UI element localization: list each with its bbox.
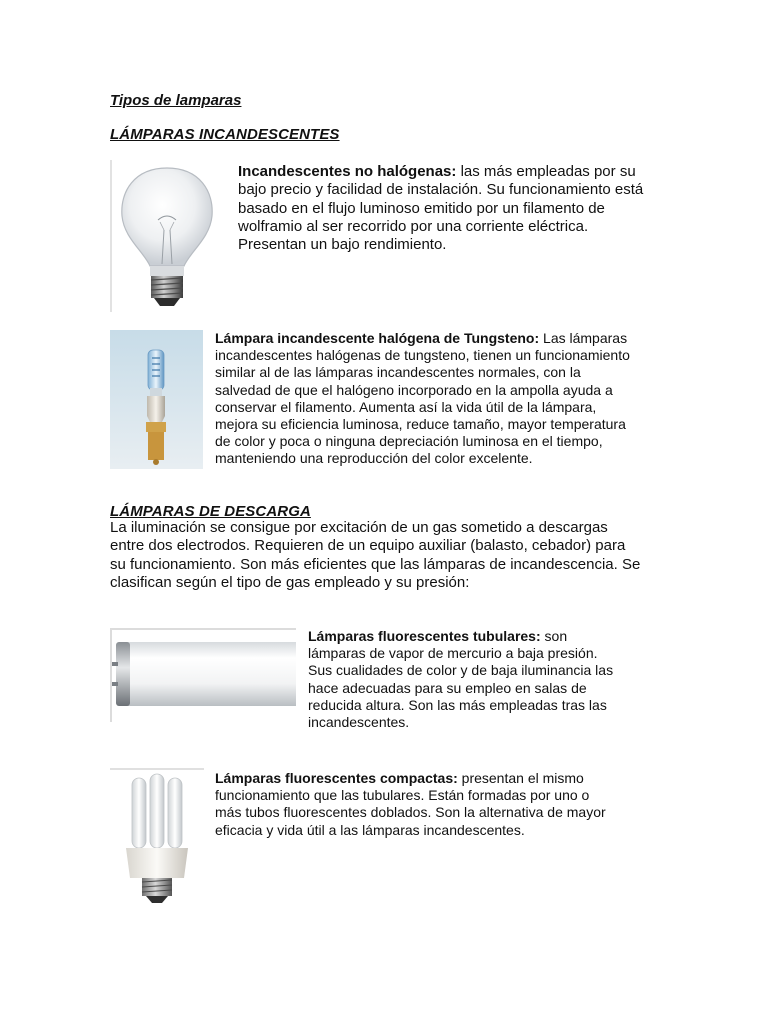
text-line: wolframio al ser recorrido por una corriente eléctrica. bbox=[238, 217, 589, 235]
item-title: Lámparas fluorescentes compactas: bbox=[215, 770, 458, 786]
item-title: Lámpara incandescente halógena de Tungsteno: bbox=[215, 330, 540, 346]
text-line: presentan el mismo bbox=[457, 770, 584, 786]
text-line: mejora su eficiencia luminosa, reduce tamaño, mayor temperatura bbox=[215, 416, 626, 433]
text-line: de color y poca o ninguna depreciación luminosa en el tiempo, bbox=[215, 433, 603, 450]
text-line: conservar el filamento. Aumenta así la vida útil de la lámpara, bbox=[215, 398, 597, 415]
text-line: similar al de las lámparas incandescentes normales, con la bbox=[215, 364, 581, 381]
text-line: su funcionamiento. Son más eficientes que las lámparas de incandescencia. Se bbox=[110, 555, 641, 573]
incandescent-bulb-image bbox=[110, 160, 224, 312]
item-fluorescentes-compactas bbox=[215, 770, 675, 839]
text-line: basado en el flujo luminoso emitido por un filamento de bbox=[238, 199, 605, 217]
text-line: Presentan un bajo rendimiento. bbox=[238, 236, 447, 254]
text-line: La iluminación se consigue por excitación de un gas sometido a descargas bbox=[110, 519, 608, 536]
item-incandescentes-no-halogenas bbox=[238, 163, 668, 254]
halogen-lamp-image bbox=[110, 330, 203, 469]
text-line: son bbox=[540, 628, 568, 644]
text-line: Las lámparas bbox=[539, 330, 628, 346]
compact-fluorescent-icon bbox=[110, 768, 204, 908]
section-heading-descarga: LÁMPARAS DE DESCARGA bbox=[110, 503, 311, 520]
text-line: lámparas de vapor de mercurio a baja presión. bbox=[308, 645, 598, 662]
text-line: manteniendo una reproducción del color excelente. bbox=[215, 450, 533, 467]
item-title: Incandescentes no halógenas: bbox=[238, 163, 457, 180]
fluorescent-tube-icon bbox=[110, 628, 296, 722]
text-line: clasifican según el tipo de gas empleado y su presión: bbox=[110, 573, 470, 591]
text-line: entre dos electrodos. Requieren de un equipo auxiliar (balasto, cebador) para bbox=[110, 537, 626, 555]
text-line: eficacia y vida útil a las lámparas incandescentes. bbox=[215, 821, 525, 838]
text-line: hace adecuadas para su empleo en salas de bbox=[308, 679, 587, 696]
halogen-lamp-icon bbox=[110, 330, 203, 469]
descarga-intro-paragraph bbox=[110, 519, 670, 592]
text-line: incandescentes halógenas de tungsteno, tienen un funcionamiento bbox=[215, 347, 630, 364]
text-line: salvedad de que el halógeno incorporado en la ampolla ayuda a bbox=[215, 381, 613, 398]
text-line: bajo precio y facilidad de instalación. Su funcionamiento está bbox=[238, 181, 644, 199]
text-line: incandescentes. bbox=[308, 714, 410, 731]
text-line: las más empleadas por su bbox=[456, 163, 636, 180]
item-fluorescentes-tubulares bbox=[308, 628, 668, 731]
text-line: funcionamiento que las tubulares. Están formadas por uno o bbox=[215, 787, 590, 804]
incandescent-bulb-icon bbox=[110, 160, 224, 312]
text-line: más tubos fluorescentes doblados. Son la alternativa de mayor bbox=[215, 804, 606, 821]
text-line: Sus cualidades de color y de baja iluminancia las bbox=[308, 662, 614, 679]
fluorescent-tube-image bbox=[110, 628, 296, 722]
document-title: Tipos de lamparas bbox=[110, 92, 242, 109]
item-title: Lámparas fluorescentes tubulares: bbox=[308, 628, 541, 644]
compact-fluorescent-image bbox=[110, 768, 204, 908]
section-heading-incandescentes: LÁMPARAS INCANDESCENTES bbox=[110, 126, 340, 143]
item-halogena-tungsteno bbox=[215, 330, 675, 468]
text-line: reducida altura. Son las más empleadas tras las bbox=[308, 696, 607, 713]
